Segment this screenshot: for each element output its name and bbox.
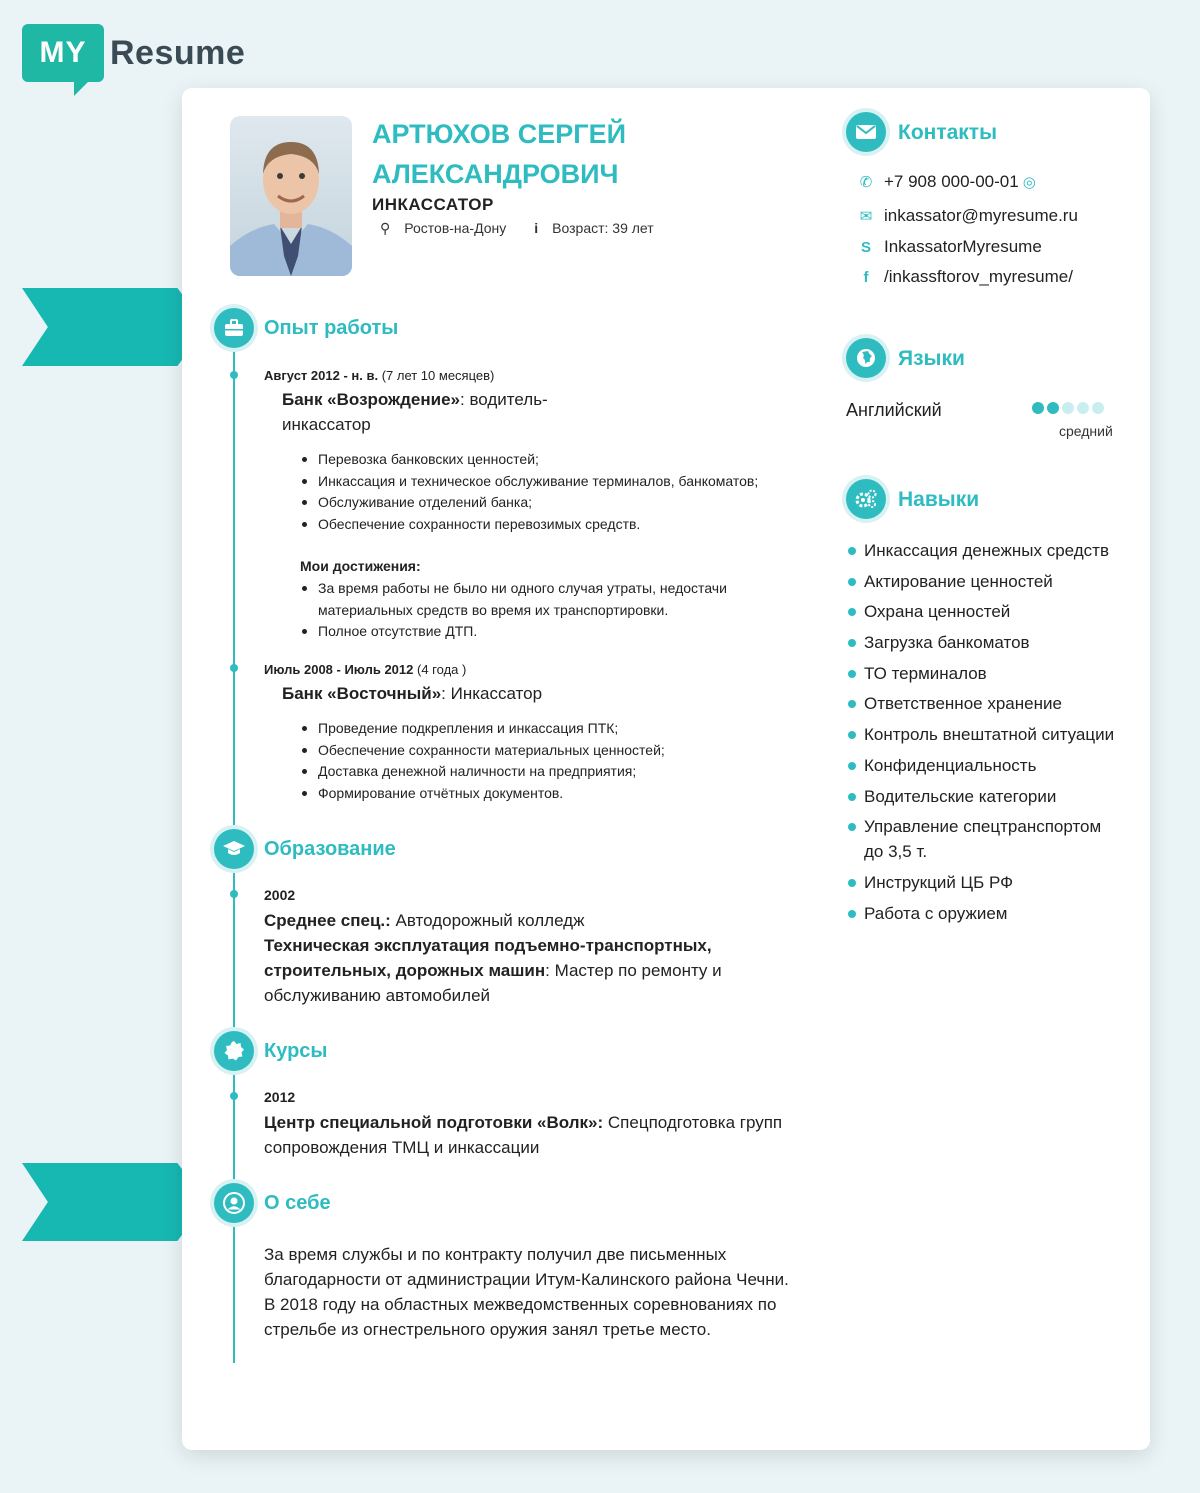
section-title-experience: Опыт работы bbox=[264, 317, 399, 339]
achievements-list bbox=[300, 578, 800, 643]
timeline-dot bbox=[230, 664, 238, 672]
list-item: Инкассация и техническое обслуживание терминалов, банкоматов; bbox=[300, 471, 800, 493]
info-icon: i bbox=[534, 220, 539, 236]
timeline-dot bbox=[230, 1092, 238, 1100]
user-circle-icon bbox=[214, 1183, 254, 1223]
badge-icon bbox=[214, 1031, 254, 1071]
course-year: 2012 bbox=[264, 1089, 296, 1105]
specialty: Техническая эксплуатация подъемно-транспортных, строительных, дорожных машин bbox=[264, 936, 712, 980]
education-level: Среднее спец.: bbox=[264, 911, 391, 930]
list-item: Водительские категории bbox=[848, 784, 1118, 809]
list-item: Работа с оружием bbox=[848, 901, 1118, 926]
company-name: Банк «Восточный» bbox=[282, 684, 442, 703]
list-item: Конфиденциальность bbox=[848, 753, 1118, 778]
section-title-education: Образование bbox=[264, 838, 396, 860]
phone-text: +7 908 000-00-01 bbox=[884, 172, 1019, 191]
ribbon-arrow-about bbox=[22, 1163, 207, 1241]
resume-page bbox=[182, 88, 1150, 1450]
list-item: Актирование ценностей bbox=[848, 569, 1118, 594]
person-avatar-icon bbox=[230, 116, 352, 276]
myresume-logo[interactable] bbox=[22, 24, 245, 82]
city-text: Ростов-на-Дону bbox=[404, 220, 507, 236]
list-item: Проведение подкрепления и инкассация ПТК; bbox=[300, 718, 800, 740]
course-name: Спецподготовка групп сопровождения ТМЦ и инкассации bbox=[264, 1113, 783, 1157]
logo-text: Resume bbox=[110, 33, 246, 72]
course-details bbox=[264, 1110, 784, 1160]
job-duration: (4 года ) bbox=[417, 662, 467, 677]
phone-icon: ✆ bbox=[859, 174, 873, 191]
email-text: inkassator@myresume.ru bbox=[884, 206, 1078, 225]
list-item: Обеспечение сохранности материальных ценностей; bbox=[300, 740, 800, 762]
globe-icon bbox=[846, 338, 886, 378]
rating-dot bbox=[1032, 402, 1044, 414]
achievements-label: Мои достижения: bbox=[300, 558, 421, 574]
skype-icon: S bbox=[860, 238, 871, 256]
whatsapp-icon: ◎ bbox=[1022, 174, 1036, 191]
job-duration: (7 лет 10 месяцев) bbox=[381, 368, 495, 383]
facebook-icon: f bbox=[863, 268, 869, 286]
briefcase-icon bbox=[214, 308, 254, 348]
qualification: : Мастер по ремонту и обслуживанию автомобилей bbox=[264, 961, 722, 1005]
education-year: 2002 bbox=[264, 887, 296, 903]
list-item: Охрана ценностей bbox=[848, 599, 1118, 624]
full-name: АРТЮХОВ СЕРГЕЙ АЛЕКСАНДРОВИЧ bbox=[372, 119, 627, 189]
job-date-range: Июль 2008 - Июль 2012 bbox=[264, 662, 414, 677]
language-name: Английский bbox=[846, 400, 942, 420]
envelope-icon bbox=[846, 112, 886, 152]
age bbox=[534, 220, 653, 237]
course-center: Центр специальной подготовки «Волк»: bbox=[264, 1113, 604, 1132]
job-duties-list bbox=[300, 449, 800, 535]
skills-list bbox=[848, 538, 1118, 931]
graduation-cap-icon bbox=[214, 829, 254, 869]
about-paragraph-1: За время службы и по контракту получил две письменных благодарности от администрации Итум-Калинского района Чечни. bbox=[264, 1245, 789, 1289]
profile-photo bbox=[230, 116, 352, 276]
timeline-dot bbox=[230, 371, 238, 379]
list-item: Формирование отчётных документов. bbox=[300, 783, 800, 805]
section-title-contacts: Контакты bbox=[898, 121, 998, 144]
list-item: Обслуживание отделений банка; bbox=[300, 492, 800, 514]
list-item: Перевозка банковских ценностей; bbox=[300, 449, 800, 471]
list-item: Доставка денежной наличности на предприятия; bbox=[300, 761, 800, 783]
position: : водитель-инкассатор bbox=[282, 390, 548, 434]
list-item: Загрузка банкоматов bbox=[848, 630, 1118, 655]
job-title: ИНКАССАТОР bbox=[372, 195, 494, 214]
about-paragraph-2: В 2018 году на областных межведомственных соревнованиях по стрельбе из огнестрельного оружия занял третье место. bbox=[264, 1295, 777, 1339]
list-item: Обеспечение сохранности перевозимых средств. bbox=[300, 514, 800, 536]
logo-badge: MY bbox=[22, 24, 104, 82]
contact-email[interactable] bbox=[850, 206, 1078, 226]
contact-skype[interactable] bbox=[850, 237, 1042, 257]
rating-dot bbox=[1077, 402, 1089, 414]
about-text bbox=[264, 1242, 804, 1342]
job-date-range: Август 2012 - н. в. bbox=[264, 368, 379, 383]
location-pin-icon: ⚲ bbox=[380, 220, 391, 236]
education-details bbox=[264, 908, 764, 1008]
institution: Автодорожный колледж bbox=[390, 911, 585, 930]
section-title-courses: Курсы bbox=[264, 1040, 328, 1062]
section-title-about: О себе bbox=[264, 1192, 331, 1214]
section-title-languages: Языки bbox=[898, 347, 965, 370]
gears-icon bbox=[846, 479, 886, 519]
contact-facebook[interactable] bbox=[850, 267, 1073, 287]
rating-dot bbox=[1092, 402, 1104, 414]
list-item: За время работы не было ни одного случая утраты, недостачи материальных средств во время их транспортировки. bbox=[300, 578, 800, 621]
skype-text: InkassatorMyresume bbox=[884, 237, 1042, 256]
list-item: Управление спецтранспортом до 3,5 т. bbox=[848, 814, 1118, 864]
mail-icon: ✉ bbox=[859, 208, 873, 225]
city bbox=[380, 220, 506, 237]
job-heading bbox=[282, 681, 682, 706]
language-level: средний bbox=[1059, 423, 1113, 439]
job-date bbox=[264, 368, 494, 383]
company-name: Банк «Возрождение» bbox=[282, 390, 460, 409]
timeline-dot bbox=[230, 890, 238, 898]
job-duties-list bbox=[300, 718, 800, 804]
rating-dot bbox=[1062, 402, 1074, 414]
contact-phone[interactable] bbox=[850, 172, 1036, 192]
age-text: Возраст: 39 лет bbox=[552, 220, 654, 236]
list-item: Инструкций ЦБ РФ bbox=[848, 870, 1118, 895]
job-date bbox=[264, 662, 466, 677]
list-item: ТО терминалов bbox=[848, 661, 1118, 686]
job-heading bbox=[282, 387, 582, 437]
list-item: Контроль внештатной ситуации bbox=[848, 722, 1118, 747]
language-rating bbox=[1032, 402, 1104, 414]
position: : Инкассатор bbox=[441, 684, 543, 703]
rating-dot bbox=[1047, 402, 1059, 414]
facebook-text: /inkassftorov_myresume/ bbox=[884, 267, 1073, 286]
ribbon-arrow-experience bbox=[22, 288, 207, 366]
list-item: Инкассация денежных средств bbox=[848, 538, 1118, 563]
personal-meta bbox=[380, 220, 654, 237]
list-item: Полное отсутствие ДТП. bbox=[300, 621, 800, 643]
list-item: Ответственное хранение bbox=[848, 691, 1118, 716]
section-title-skills: Навыки bbox=[898, 488, 980, 511]
